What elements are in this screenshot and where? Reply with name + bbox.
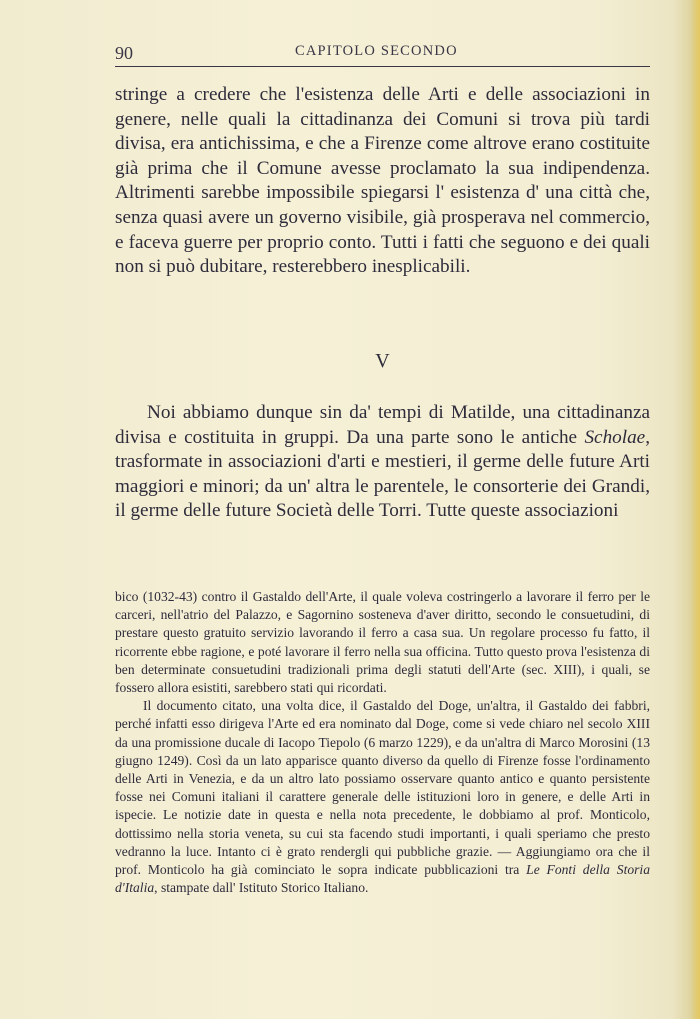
footnotes xyxy=(115,588,650,897)
body-paragraph: stringe a credere che l'esistenza delle Arti e delle associazioni in genere, nelle quali la cittadinanza dei Comuni si trova più tardi divisa, era antichissima, e che a Firenze come altrove erano costituite già prima che il Comune avesse proclamato la sua indipendenza. Altrimenti sarebbe impossibile spiegarsi l' esistenza d' una città che, senza quasi avere un governo visibile, già prosperava nel commercio, e faceva guerre per proprio conto. Tutti i fatti che seguono e dei quali non si può dubitare, resterebbero inesplicabili. xyxy=(115,84,650,278)
running-title: CAPITOLO SECONDO xyxy=(295,43,458,59)
paragraph-text: Noi abbiamo dunque sin da' tempi di Matilde, una cittadinanza divisa e costituita in gruppi. Da una parte sono le antiche xyxy=(115,402,650,448)
page-header xyxy=(115,40,650,68)
italic-term: Scholae xyxy=(584,426,646,448)
header-rule xyxy=(115,66,650,67)
footnote-text: , stampate dall' Istituto Storico Italiano. xyxy=(154,880,369,896)
main-text-section-v xyxy=(115,401,650,524)
page-edge xyxy=(690,0,700,1019)
main-text xyxy=(115,83,650,280)
body-paragraph xyxy=(115,401,650,524)
footnote-paragraph: bico (1032-43) contro il Gastaldo dell'Arte, il quale voleva costringerlo a lavorare il ferro per le carceri, nell'atrio del Palazzo, e Sagornino sosteneva d'aver diritto, secondo le consuetudini, di prestare questo gratuito servizio lavorando il ferro a casa sua. Un regolare processo fu fatto, il ricorrente ebbe ragione, e poté lavorare il ferro nella sua officina. Tutto questo prova l'esistenza di ben determinate consuetudini tradizionali prima degli statuti dell'Arte (sec. XIII), i quali, se fossero allora esistiti, sarebbero stati qui ricordati. xyxy=(115,589,650,696)
page-number: 90 xyxy=(115,43,133,63)
footnote-text: Il documento citato, una volta dice, il Gastaldo del Doge, un'altra, il Gastaldo dei fabbri, perché infatti esso dirigeva l'Arte ed era nominato dal Doge, come si vede chiaro nel secolo XIII da una promissione ducale di Iacopo Tiepolo (6 marzo 1229), e da un'altra di Marco Morosini (13 giugno 1249). Così da un lato apparisce quanto diverso da quello di Firenze fosse l'ordinamento delle Arti in Venezia, e da un altro lato possiamo osservare quanto antico e quanto persistente fosse nei Comuni italiani il carattere generale delle istituzioni loro in genere, e delle Arti in ispecie. Le notizie date in questa e nella nota precedente, le dobbiamo al prof. Monticolo, dottissimo nella storia veneta, su cui sta facendo studi importanti, i quali speriamo che presto vedranno la luce. Intanto ci è grato rendergli qui pubbliche grazie. — Aggiungiamo ora che il prof. Monticolo ha già cominciato le sopra indicate pubblicazioni tra xyxy=(115,698,650,878)
italic-title: Le Fonti della Storia d'Italia xyxy=(115,862,651,896)
section-heading: V xyxy=(375,350,390,372)
paragraph-text: , trasformate in associazioni d'arti e mestieri, il germe delle future Arti maggiori e minori; da un' altra le parentele, le consorterie dei Grandi, il germe delle future Società delle Torri. Tutte queste associazioni xyxy=(115,426,650,522)
footnote-paragraph xyxy=(115,697,650,897)
